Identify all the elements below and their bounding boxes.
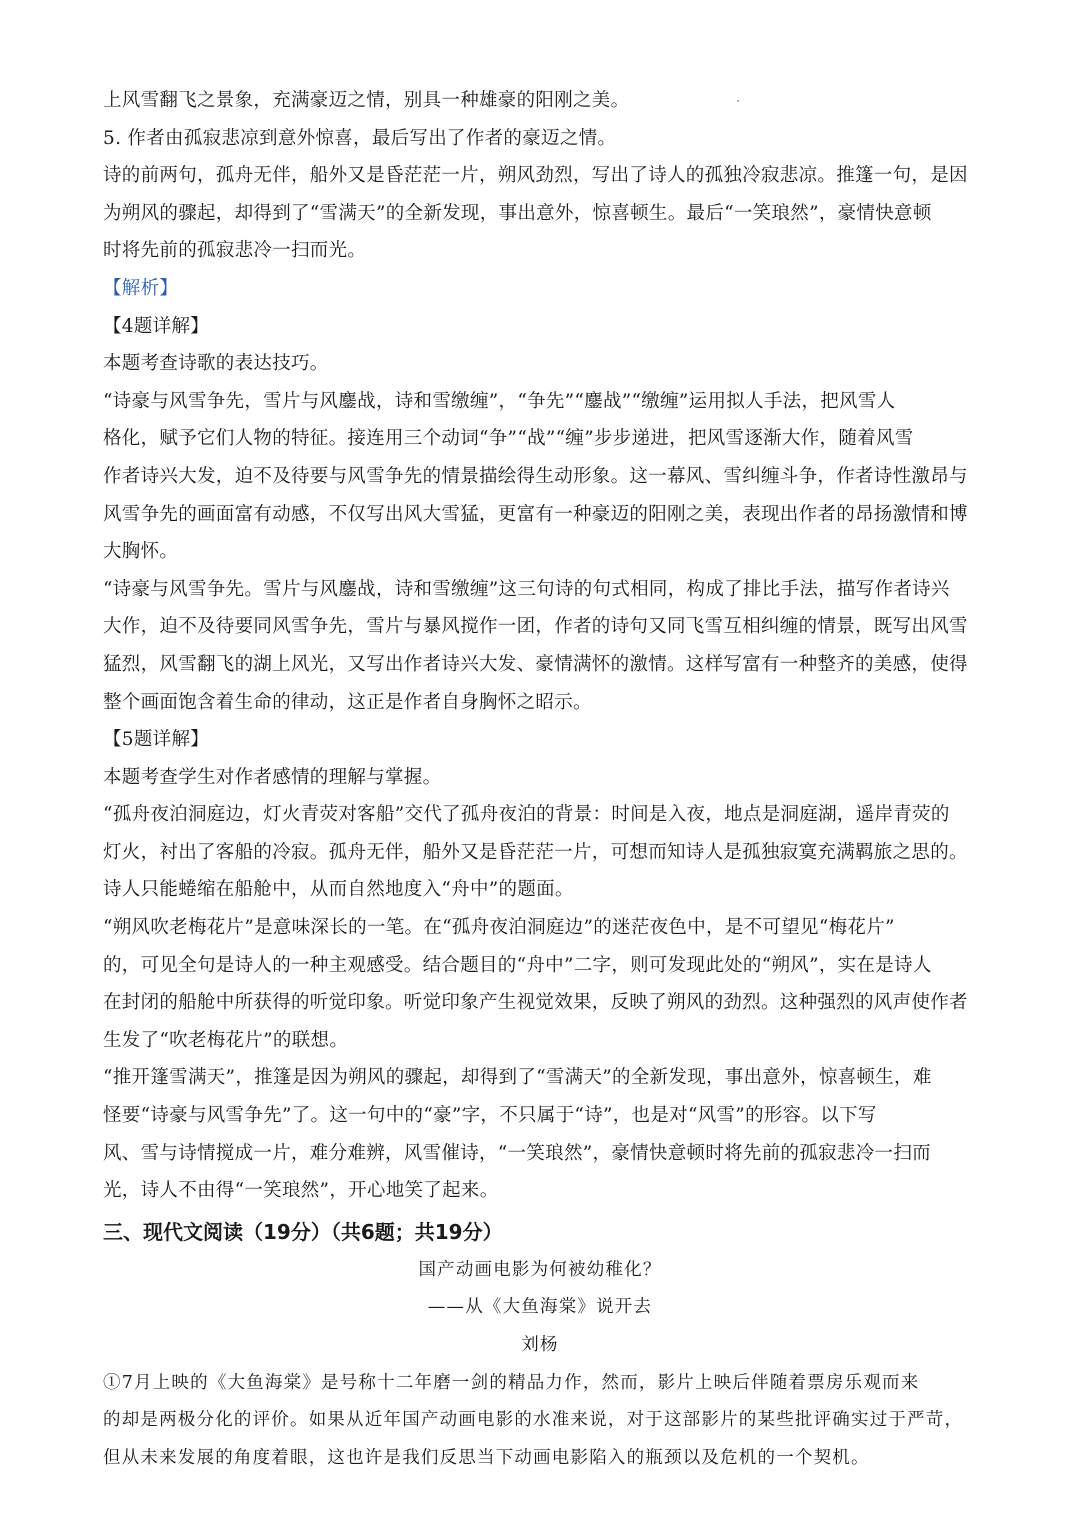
article-author: 刘杨 xyxy=(521,1335,559,1355)
q4-label: 【4题详解】 xyxy=(103,315,210,337)
text-line: 生发了“吹老梅花片”的联想。 xyxy=(103,1029,349,1051)
text-line: “朔风吹老梅花片”是意味深长的一笔。在“孤舟夜泊洞庭边”的迷茫夜色中，是不可望见“梅花片” xyxy=(103,917,895,939)
text-line: 在封闭的船舱中所获得的听觉印象。听觉印象产生视觉效果，反映了朔风的劲烈。这种强烈的风声使作者 xyxy=(103,992,968,1014)
text-line: 作者诗兴大发，迫不及待要与风雪争先的情景描绘得生动形象。这一幕风、雪纠缠斗争，作者诗性激昂与 xyxy=(103,465,968,487)
text-line: 格化，赋予它们人物的特征。接连用三个动词“争”“战”“缠”步步递进，把风雪逐渐大作，随着风雪 xyxy=(103,428,914,450)
text-line: 诗的前两句，孤舟无伴，船外又是昏茫茫一片，朔风劲烈，写出了诗人的孤独冷寂悲凉。推篷一句，是因 xyxy=(103,165,968,187)
text-line: 诗人只能蜷缩在船舱中，从而自然地度入“舟中”的题面。 xyxy=(103,879,574,901)
text-line: 猛烈，风雪翻飞的湖上风光，又写出作者诗兴大发、豪情满怀的激情。这样写富有一种整齐的美感，使得 xyxy=(103,653,968,675)
text-line: 风雪争先的画面富有动感，不仅写出风大雪猛，更富有一种豪迈的阳刚之美，表现出作者的昂扬激情和博 xyxy=(103,503,968,525)
text-line: 本题考查诗歌的表达技巧。 xyxy=(103,353,329,375)
q5-label: 【5题详解】 xyxy=(103,729,210,751)
text-line: 大作，迫不及待要同风雪争先，雪片与暴风搅作一团，作者的诗句又同飞雪互相纠缠的情景，既写出风雪 xyxy=(103,616,968,638)
text-line: 上风雪翻飞之景象，充满豪迈之情，别具一种雄豪的阳刚之美。 xyxy=(103,90,630,111)
article-line: 但从未来发展的角度着眼，这也许是我们反思当下动画电影陷入的瓶颈以及危机的一个契机。 xyxy=(103,1447,870,1468)
section-heading: 三、现代文阅读（19分）（共6题；共19分） xyxy=(103,1219,503,1244)
article-line: ①7月上映的《大鱼海棠》是号称十二年磨一剑的精品力作，然而，影片上映后伴随着票房乐观而来 xyxy=(103,1372,920,1393)
text-line: “诗豪与风雪争先。雪片与风鏖战，诗和雪缴缠”这三句诗的句式相同，构成了排比手法，描写作者诗兴 xyxy=(103,578,950,600)
text-line: 整个画面饱含着生命的律动，这正是作者自身胸怀之昭示。 xyxy=(103,691,592,713)
article-title: 国产动画电影为何被幼稚化？ xyxy=(418,1259,662,1280)
text-line: 为朔风的骤起，却得到了“雪满天”的全新发现，事出意外，惊喜顿生。最后“一笑琅然”，豪情快意顿 xyxy=(103,202,932,224)
article-line: 的却是两极分化的评价。如果从近年国产动画电影的水准来说，对于这部影片的某些批评确实过于严苛， xyxy=(103,1410,964,1431)
text-line: 的，可见全句是诗人的一种主观感受。结合题目的“舟中”二字，则可发现此处的“朔风”，实在是诗人 xyxy=(103,954,932,976)
text-line: 5. 作者由孤寂悲凉到意外惊喜，最后写出了作者的豪迈之情。 xyxy=(103,127,617,149)
text-line: 灯火，衬出了客船的冷寂。孤舟无伴，船外又是昏茫茫一片，可想而知诗人是孤独寂寞充满羁旅之思的。 xyxy=(103,841,968,863)
text-line: “诗豪与风雪争先，雪片与风鏖战，诗和雪缴缠”，“争先”“鏖战”“缴缠”运用拟人手法，把风雪人 xyxy=(103,390,896,412)
article-subtitle: ——从《大鱼海棠》说开去 xyxy=(427,1297,653,1318)
text-line: 时将先前的孤寂悲冷一扫而光。 xyxy=(103,240,367,262)
text-line: 怪要“诗豪与风雪争先”了。这一句中的“豪”字，不只属于“诗”，也是对“风雪”的形容。以下写 xyxy=(103,1105,877,1127)
text-line: “推开篷雪满天”，推篷是因为朔风的骤起，却得到了“雪满天”的全新发现，事出意外，惊喜顿生，难 xyxy=(103,1067,932,1089)
document-body xyxy=(103,82,977,1477)
text-line: “孤舟夜泊洞庭边，灯火青荧对客船”交代了孤舟夜泊的背景：时间是入夜，地点是洞庭湖，遥岸青荧的 xyxy=(103,804,950,826)
text-line: 光，诗人不由得“一笑琅然”，开心地笑了起来。 xyxy=(103,1180,499,1202)
text-line: 本题考查学生对作者感情的理解与掌握。 xyxy=(103,766,442,788)
text-line: 大胸怀。 xyxy=(103,541,179,563)
text-line: 风、雪与诗情搅成一片，难分难辨，风雪催诗，“一笑琅然”，豪情快意顿时将先前的孤寂悲冷一扫而 xyxy=(103,1142,931,1164)
analysis-label: 【解析】 xyxy=(103,277,179,299)
